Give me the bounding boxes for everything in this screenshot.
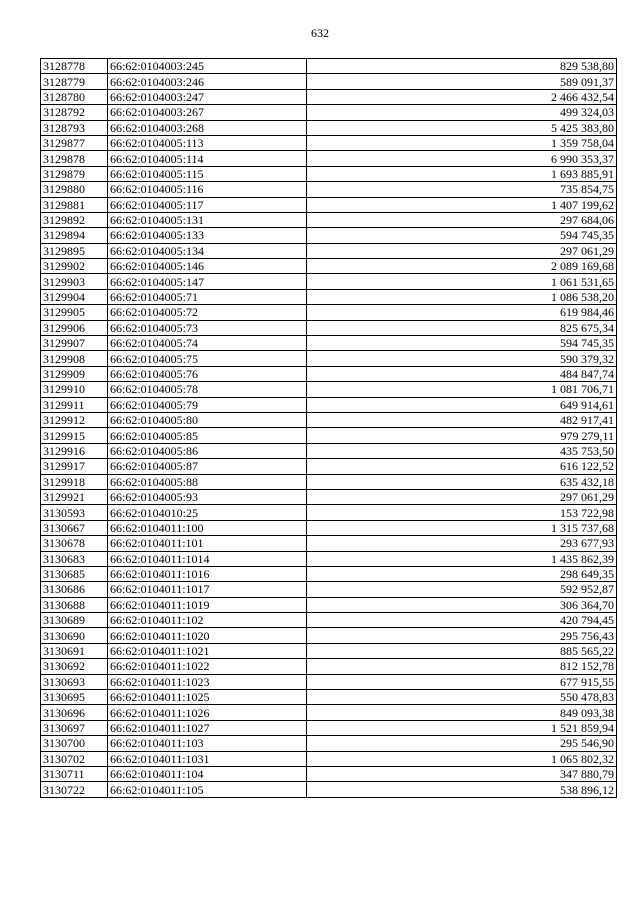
- row-id-cell: 3128793: [41, 120, 108, 135]
- table-row: [41, 613, 617, 628]
- cadastral-number-cell: 66:62:0104011:1022: [108, 659, 307, 674]
- cadastral-number-cell: 66:62:0104011:103: [108, 736, 307, 751]
- row-id-cell: 3130695: [41, 690, 108, 705]
- cadastral-number-cell: 66:62:0104011:101: [108, 536, 307, 551]
- value-cell: 1 407 199,62: [307, 197, 617, 212]
- value-cell: 594 745,35: [307, 336, 617, 351]
- value-cell: 812 152,78: [307, 659, 617, 674]
- table-row: [41, 366, 617, 381]
- value-cell: 677 915,55: [307, 674, 617, 689]
- table-row: [41, 274, 617, 289]
- cadastral-number-cell: 66:62:0104011:1026: [108, 705, 307, 720]
- cadastral-number-cell: 66:62:0104003:267: [108, 105, 307, 120]
- row-id-cell: 3129878: [41, 151, 108, 166]
- page-number: 632: [311, 26, 329, 40]
- row-id-cell: 3128779: [41, 74, 108, 89]
- table-row: [41, 474, 617, 489]
- row-id-cell: 3130697: [41, 720, 108, 735]
- value-cell: 592 952,87: [307, 582, 617, 597]
- value-cell: 829 538,80: [307, 59, 617, 74]
- value-cell: 6 990 353,37: [307, 151, 617, 166]
- row-id-cell: 3129904: [41, 289, 108, 304]
- row-id-cell: 3130692: [41, 659, 108, 674]
- cadastral-number-cell: 66:62:0104005:116: [108, 182, 307, 197]
- cadastral-number-cell: 66:62:0104011:1014: [108, 551, 307, 566]
- row-id-cell: 3129917: [41, 459, 108, 474]
- row-id-cell: 3129902: [41, 259, 108, 274]
- table-row: [41, 459, 617, 474]
- row-id-cell: 3129879: [41, 166, 108, 181]
- cadastral-number-cell: 66:62:0104005:113: [108, 135, 307, 150]
- value-cell: 484 847,74: [307, 366, 617, 381]
- row-id-cell: 3130685: [41, 566, 108, 581]
- cadastral-number-cell: 66:62:0104005:87: [108, 459, 307, 474]
- row-id-cell: 3128792: [41, 105, 108, 120]
- cadastral-number-cell: 66:62:0104011:1019: [108, 597, 307, 612]
- cadastral-number-cell: 66:62:0104011:1025: [108, 690, 307, 705]
- table-row: [41, 120, 617, 135]
- value-cell: 295 546,90: [307, 736, 617, 751]
- value-cell: 589 091,37: [307, 74, 617, 89]
- value-cell: 649 914,61: [307, 397, 617, 412]
- cadastral-number-cell: 66:62:0104005:78: [108, 382, 307, 397]
- row-id-cell: 3130700: [41, 736, 108, 751]
- table-row: [41, 397, 617, 412]
- value-cell: 1 065 802,32: [307, 751, 617, 766]
- table-row: [41, 74, 617, 89]
- table-row: [41, 320, 617, 335]
- table-row: [41, 766, 617, 781]
- row-id-cell: 3130667: [41, 520, 108, 535]
- row-id-cell: 3129892: [41, 212, 108, 227]
- table-row: [41, 336, 617, 351]
- table-row: [41, 228, 617, 243]
- table-row: [41, 382, 617, 397]
- row-id-cell: 3130696: [41, 705, 108, 720]
- value-cell: 298 649,35: [307, 566, 617, 581]
- row-id-cell: 3129880: [41, 182, 108, 197]
- value-cell: 1 061 531,65: [307, 274, 617, 289]
- row-id-cell: 3129907: [41, 336, 108, 351]
- cadastral-number-cell: 66:62:0104005:114: [108, 151, 307, 166]
- row-id-cell: 3130593: [41, 505, 108, 520]
- cadastral-number-cell: 66:62:0104011:1021: [108, 643, 307, 658]
- row-id-cell: 3130693: [41, 674, 108, 689]
- table-row: [41, 89, 617, 104]
- value-cell: 2 466 432,54: [307, 89, 617, 104]
- row-id-cell: 3130722: [41, 782, 108, 797]
- cadastral-number-cell: 66:62:0104005:86: [108, 443, 307, 458]
- value-cell: 293 677,93: [307, 536, 617, 551]
- row-id-cell: 3130689: [41, 613, 108, 628]
- row-id-cell: 3129911: [41, 397, 108, 412]
- cadastral-number-cell: 66:62:0104003:247: [108, 89, 307, 104]
- value-cell: 295 756,43: [307, 628, 617, 643]
- table-row: [41, 705, 617, 720]
- value-cell: 885 565,22: [307, 643, 617, 658]
- value-cell: 825 675,34: [307, 320, 617, 335]
- table-row: [41, 212, 617, 227]
- row-id-cell: 3130711: [41, 766, 108, 781]
- table-row: [41, 135, 617, 150]
- row-id-cell: 3129881: [41, 197, 108, 212]
- row-id-cell: 3130688: [41, 597, 108, 612]
- row-id-cell: 3128778: [41, 59, 108, 74]
- cadastral-number-cell: 66:62:0104011:1031: [108, 751, 307, 766]
- cadastral-number-cell: 66:62:0104005:74: [108, 336, 307, 351]
- table-row: [41, 659, 617, 674]
- cadastral-number-cell: 66:62:0104005:73: [108, 320, 307, 335]
- row-id-cell: 3129905: [41, 305, 108, 320]
- cadastral-number-cell: 66:62:0104011:1017: [108, 582, 307, 597]
- row-id-cell: 3128780: [41, 89, 108, 104]
- row-id-cell: 3129910: [41, 382, 108, 397]
- table-body: [41, 59, 617, 798]
- table-row: [41, 105, 617, 120]
- value-cell: 1 086 538,20: [307, 289, 617, 304]
- value-cell: 619 984,46: [307, 305, 617, 320]
- value-cell: 499 324,03: [307, 105, 617, 120]
- value-cell: 5 425 383,80: [307, 120, 617, 135]
- value-cell: 297 061,29: [307, 489, 617, 504]
- table-row: [41, 536, 617, 551]
- value-cell: 635 432,18: [307, 474, 617, 489]
- value-cell: 849 093,38: [307, 705, 617, 720]
- table-row: [41, 412, 617, 427]
- row-id-cell: 3130702: [41, 751, 108, 766]
- value-cell: 347 880,79: [307, 766, 617, 781]
- cadastral-number-cell: 66:62:0104005:133: [108, 228, 307, 243]
- value-cell: 1 081 706,71: [307, 382, 617, 397]
- value-cell: 550 478,83: [307, 690, 617, 705]
- cadastral-number-cell: 66:62:0104005:131: [108, 212, 307, 227]
- value-cell: 482 917,41: [307, 412, 617, 427]
- table-row: [41, 674, 617, 689]
- value-cell: 1 521 859,94: [307, 720, 617, 735]
- table-row: [41, 489, 617, 504]
- row-id-cell: 3130691: [41, 643, 108, 658]
- row-id-cell: 3129909: [41, 366, 108, 381]
- cadastral-number-cell: 66:62:0104005:71: [108, 289, 307, 304]
- value-cell: 735 854,75: [307, 182, 617, 197]
- cadastral-number-cell: 66:62:0104005:115: [108, 166, 307, 181]
- table-row: [41, 166, 617, 181]
- cadastral-number-cell: 66:62:0104011:102: [108, 613, 307, 628]
- cadastral-number-cell: 66:62:0104011:104: [108, 766, 307, 781]
- cadastral-number-cell: 66:62:0104010:25: [108, 505, 307, 520]
- cadastral-number-cell: 66:62:0104003:245: [108, 59, 307, 74]
- row-id-cell: 3129918: [41, 474, 108, 489]
- table-row: [41, 736, 617, 751]
- row-id-cell: 3129912: [41, 412, 108, 427]
- cadastral-number-cell: 66:62:0104005:93: [108, 489, 307, 504]
- row-id-cell: 3129915: [41, 428, 108, 443]
- row-id-cell: 3129916: [41, 443, 108, 458]
- table-row: [41, 566, 617, 581]
- value-cell: 616 122,52: [307, 459, 617, 474]
- cadastral-number-cell: 66:62:0104011:1027: [108, 720, 307, 735]
- value-cell: 420 794,45: [307, 613, 617, 628]
- row-id-cell: 3129921: [41, 489, 108, 504]
- cadastral-number-cell: 66:62:0104003:268: [108, 120, 307, 135]
- value-cell: 1 359 758,04: [307, 135, 617, 150]
- table-row: [41, 59, 617, 74]
- value-cell: 594 745,35: [307, 228, 617, 243]
- table-row: [41, 720, 617, 735]
- table-row: [41, 628, 617, 643]
- value-cell: 2 089 169,68: [307, 259, 617, 274]
- cadastral-number-cell: 66:62:0104005:79: [108, 397, 307, 412]
- table-row: [41, 182, 617, 197]
- row-id-cell: 3130690: [41, 628, 108, 643]
- value-cell: 1 435 862,39: [307, 551, 617, 566]
- cadastral-number-cell: 66:62:0104005:80: [108, 412, 307, 427]
- row-id-cell: 3129877: [41, 135, 108, 150]
- table-row: [41, 197, 617, 212]
- table-row: [41, 289, 617, 304]
- table-row: [41, 305, 617, 320]
- cadastral-number-cell: 66:62:0104005:85: [108, 428, 307, 443]
- row-id-cell: 3130686: [41, 582, 108, 597]
- table-row: [41, 428, 617, 443]
- table-row: [41, 505, 617, 520]
- cadastral-number-cell: 66:62:0104005:75: [108, 351, 307, 366]
- value-cell: 306 364,70: [307, 597, 617, 612]
- row-id-cell: 3129903: [41, 274, 108, 289]
- cadastral-number-cell: 66:62:0104011:1020: [108, 628, 307, 643]
- cadastral-number-cell: 66:62:0104005:117: [108, 197, 307, 212]
- registry-table: [40, 58, 617, 798]
- table-row: [41, 551, 617, 566]
- row-id-cell: 3129894: [41, 228, 108, 243]
- cadastral-number-cell: 66:62:0104011:1023: [108, 674, 307, 689]
- value-cell: 297 684,06: [307, 212, 617, 227]
- cadastral-number-cell: 66:62:0104005:134: [108, 243, 307, 258]
- table-row: [41, 582, 617, 597]
- cadastral-number-cell: 66:62:0104011:1016: [108, 566, 307, 581]
- value-cell: 590 379,32: [307, 351, 617, 366]
- row-id-cell: 3130678: [41, 536, 108, 551]
- cadastral-number-cell: 66:62:0104003:246: [108, 74, 307, 89]
- cadastral-number-cell: 66:62:0104005:76: [108, 366, 307, 381]
- value-cell: 979 279,11: [307, 428, 617, 443]
- value-cell: 1 693 885,91: [307, 166, 617, 181]
- table-row: [41, 351, 617, 366]
- table-row: [41, 782, 617, 797]
- table-row: [41, 520, 617, 535]
- value-cell: 435 753,50: [307, 443, 617, 458]
- table-row: [41, 690, 617, 705]
- table-row: [41, 443, 617, 458]
- value-cell: 153 722,98: [307, 505, 617, 520]
- row-id-cell: 3129906: [41, 320, 108, 335]
- table-row: [41, 643, 617, 658]
- cadastral-number-cell: 66:62:0104011:100: [108, 520, 307, 535]
- row-id-cell: 3130683: [41, 551, 108, 566]
- row-id-cell: 3129908: [41, 351, 108, 366]
- row-id-cell: 3129895: [41, 243, 108, 258]
- cadastral-number-cell: 66:62:0104005:147: [108, 274, 307, 289]
- value-cell: 538 896,12: [307, 782, 617, 797]
- table-row: [41, 259, 617, 274]
- cadastral-number-cell: 66:62:0104011:105: [108, 782, 307, 797]
- table-row: [41, 243, 617, 258]
- cadastral-number-cell: 66:62:0104005:72: [108, 305, 307, 320]
- cadastral-number-cell: 66:62:0104005:146: [108, 259, 307, 274]
- table-row: [41, 751, 617, 766]
- value-cell: 1 315 737,68: [307, 520, 617, 535]
- value-cell: 297 061,29: [307, 243, 617, 258]
- table-row: [41, 151, 617, 166]
- table-row: [41, 597, 617, 612]
- cadastral-number-cell: 66:62:0104005:88: [108, 474, 307, 489]
